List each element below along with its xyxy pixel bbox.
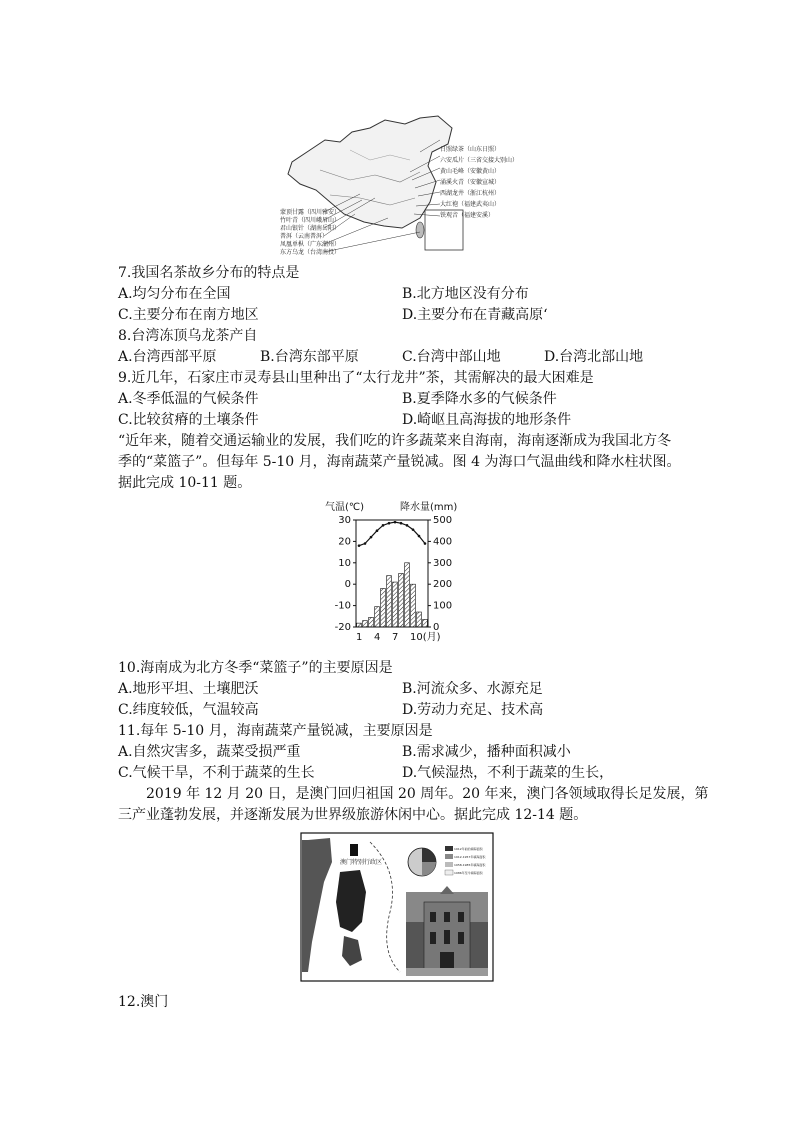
q11-option-a: A.自然灾害多，蔬菜受损严重 — [118, 744, 301, 760]
ruins-of-st-paul-photo — [406, 886, 488, 976]
precipitation-tick-label: 200 — [433, 579, 453, 591]
climate-chart-svg — [325, 498, 485, 648]
temperature-point — [358, 544, 361, 547]
q9-option-d: D.崎岖且高海拔的地形条件 — [402, 412, 572, 428]
precipitation-tick-label: 0 — [433, 622, 440, 633]
q7-option-a: A.均匀分布在全国 — [118, 286, 231, 302]
precipitation-tick-label: 100 — [433, 600, 453, 612]
q8-option-c: C.台湾中部山地 — [402, 349, 501, 365]
temperature-point — [418, 535, 421, 538]
q7-option-b: B.北方地区没有分布 — [402, 286, 529, 302]
map-label-left: 凤凰单枞（广东潮州） — [280, 241, 341, 248]
q11-option-d: D.气候湿热，不利于蔬菜的生长， — [402, 765, 614, 781]
passage-line: 季的“菜篮子”。但每年 5-10 月，海南蔬菜产量锐减。图 4 为海口气温曲线和降水柱状图。 — [118, 454, 681, 470]
q9-option-a: A.冬季低温的气候条件 — [118, 391, 259, 407]
precipitation-bar — [387, 576, 392, 627]
map-label-left: 竹叶青（四川峨眉山） — [280, 217, 341, 224]
macau-map-title: 澳门特别行政区 — [340, 859, 383, 866]
q7-option-d: D.主要分布在青藏高原‘ — [402, 307, 548, 323]
precipitation-bar — [423, 620, 428, 627]
legend-item: 1958-1985年填海面积 — [454, 863, 486, 867]
question-10-stem: 10.海南成为北方冬季“菜篮子”的主要原因是 — [118, 660, 393, 676]
precipitation-bar — [417, 612, 422, 627]
q10-option-b: B.河流众多、水源充足 — [402, 681, 543, 697]
macau-map-graphic — [300, 832, 494, 982]
question-7-stem: 7.我国名茶故乡分布的特点是 — [118, 265, 300, 281]
passage-line: “近年来，随着交通运输业的发展，我们吃的许多蔬菜来自海南，海南逐渐成为我国北方冬 — [118, 433, 672, 449]
precipitation-bar — [405, 563, 410, 627]
month-tick-label: 1 — [356, 632, 363, 643]
precipitation-tick-label: 400 — [433, 536, 453, 548]
precipitation-bar — [393, 582, 398, 627]
passage-line: 据此完成 10-11 题。 — [118, 475, 252, 491]
temperature-axis-label: 气温(℃) — [325, 502, 365, 513]
legend-item: 1986年至今填海面积 — [454, 871, 483, 875]
map-label-right: 大红袍（福建武夷山） — [440, 201, 501, 208]
map-label-right: 黄山毛峰（安徽黄山） — [440, 168, 501, 175]
passage-line: 2019 年 12 月 20 日，是澳门回归祖国 20 周年。20 年来，澳门各领域取得长足发展，第 — [146, 786, 709, 802]
precipitation-axis-label: 降水量(mm) — [400, 502, 458, 513]
temperature-point — [382, 524, 385, 527]
month-tick-label: 7 — [392, 632, 399, 643]
q10-option-d: D.劳动力充足、技术高 — [402, 702, 544, 718]
macau-figure — [300, 832, 494, 982]
precipitation-bar — [369, 617, 374, 627]
precipitation-bar — [363, 621, 368, 627]
temperature-tick-label: 30 — [338, 515, 351, 526]
map-label-left: 东方乌龙（台湾南投） — [280, 249, 341, 256]
temperature-point — [364, 542, 367, 545]
map-label-left: 君山银针（湖南岳阳） — [280, 225, 341, 232]
passage-line: 三产业蓬勃发展，并逐渐发展为世界级旅游休闲中心。据此完成 12-14 题。 — [118, 807, 588, 823]
map-label-right: 西湖龙井（浙江杭州） — [440, 190, 501, 197]
month-tick-label: 4 — [374, 632, 381, 643]
temperature-tick-label: 0 — [344, 579, 351, 591]
map-label-left: 普洱（云南普洱） — [280, 233, 329, 240]
q7-option-c: C.主要分布在南方地区 — [118, 307, 259, 323]
map-label-right: 铁观音（福建安溪） — [440, 212, 495, 219]
temperature-point — [424, 542, 427, 545]
precipitation-tick-label: 300 — [433, 557, 453, 569]
q11-option-c: C.气候干旱，不利于蔬菜的生长 — [118, 765, 315, 781]
question-8-stem: 8.台湾冻顶乌龙茶产自 — [118, 328, 258, 344]
temperature-point — [406, 524, 409, 527]
temperature-tick-label: -10 — [334, 600, 351, 612]
precipitation-bar — [411, 584, 416, 627]
temperature-point — [394, 521, 397, 524]
question-11-stem: 11.每年 5-10 月，海南蔬菜产量锐减，主要原因是 — [118, 723, 433, 739]
map-label-right: 日照绿茶（山东日照） — [440, 146, 501, 153]
q10-option-c: C.纬度较低，气温较高 — [118, 702, 259, 718]
q9-option-b: B.夏季降水多的气候条件 — [402, 391, 557, 407]
precipitation-tick-label: 500 — [433, 515, 453, 526]
china-map-graphic — [280, 110, 530, 260]
month-tick-label: 10(月) — [410, 632, 441, 643]
china-tea-map — [280, 110, 530, 260]
temperature-tick-label: 20 — [338, 536, 351, 548]
temperature-curve — [359, 522, 425, 546]
temperature-point — [412, 528, 415, 531]
q8-option-b: B.台湾东部平原 — [260, 349, 359, 365]
plot-frame — [356, 520, 428, 627]
map-label-left: 蒙顶甘露（四川雅安） — [280, 209, 341, 216]
q9-option-c: C.比较贫瘠的土壤条件 — [118, 412, 259, 428]
question-12-stem: 12.澳门 — [118, 994, 169, 1010]
temperature-point — [376, 529, 379, 532]
precipitation-bar — [375, 607, 380, 627]
precipitation-bar — [381, 588, 386, 627]
temperature-point — [388, 522, 391, 525]
temperature-tick-label: 10 — [338, 557, 351, 569]
precipitation-bar — [357, 623, 362, 627]
q8-option-d: D.台湾北部山地 — [544, 349, 644, 365]
map-label-right: 涌溪火青（安徽宣城） — [440, 179, 501, 186]
temperature-tick-label: -20 — [334, 622, 351, 633]
legend-item: 1912年前的填海面积 — [454, 847, 483, 851]
haikou-climate-chart — [325, 498, 485, 648]
legend-item: 1912-1957年填海面积 — [454, 855, 486, 859]
map-label-right: 六安瓜片（三省交接大别山） — [440, 157, 519, 164]
q8-option-a: A.台湾西部平原 — [118, 349, 217, 365]
question-9-stem: 9.近几年，石家庄市灵寿县山里种出了“太行龙井”茶，其需解决的最大困难是 — [118, 370, 594, 386]
q10-option-a: A.地形平坦、土壤肥沃 — [118, 681, 259, 697]
precipitation-bar — [399, 574, 404, 628]
q11-option-b: B.需求减少，播种面积减小 — [402, 744, 571, 760]
temperature-point — [400, 522, 403, 525]
temperature-point — [370, 536, 373, 539]
